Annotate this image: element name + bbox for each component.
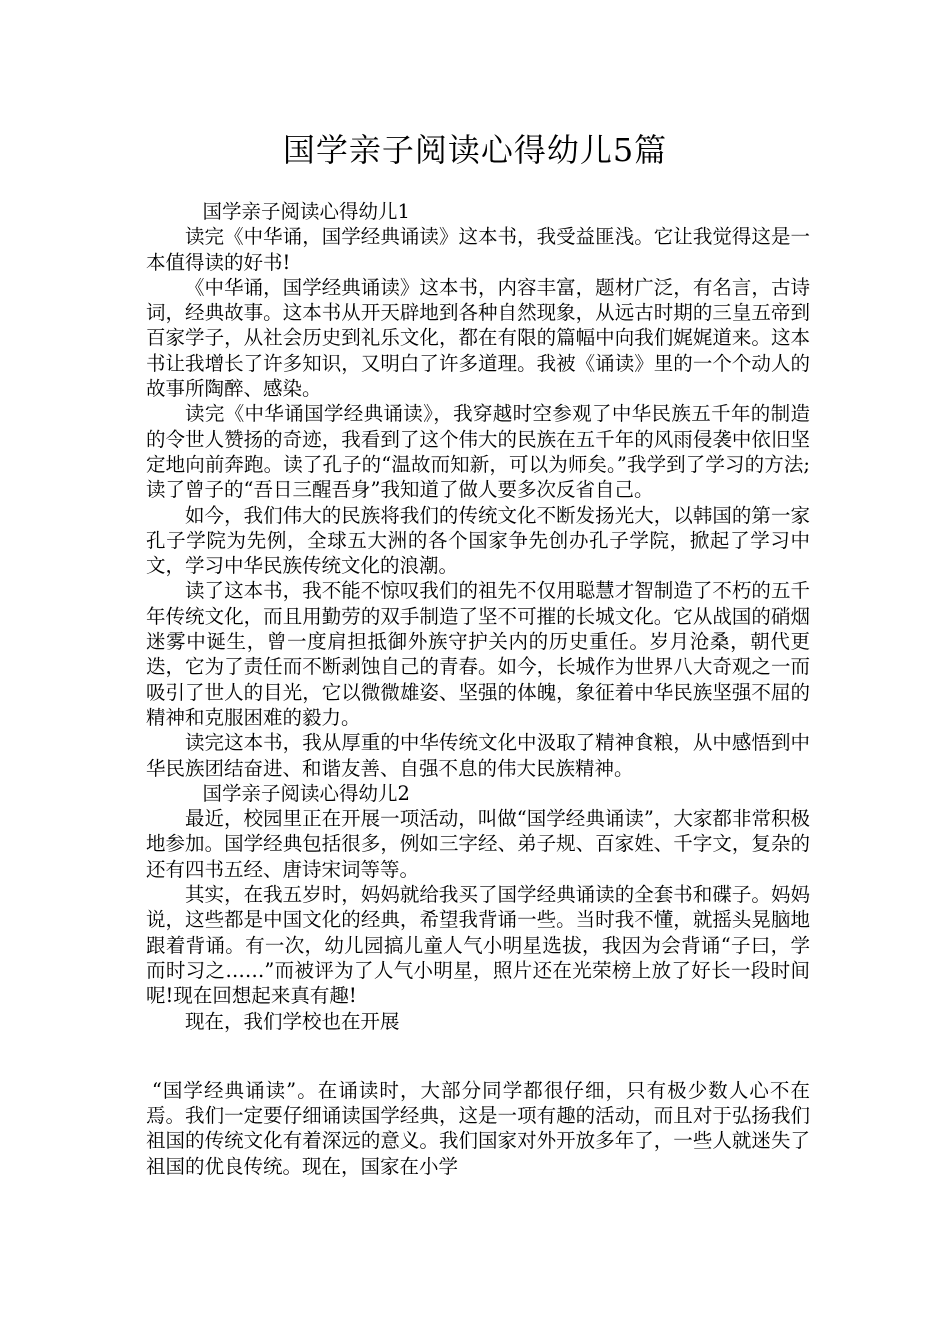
section-heading-2: 国学亲子阅读心得幼儿2 — [202, 781, 410, 805]
paragraph: 读完《中华诵国学经典诵读》，我穿越时空参观了中华民族五千年的制造的令世人赞扬的奇迹，我看到了这个伟大的民族在五千年的风雨侵袭中依旧坚定地向前奔跑。读了孔子的“温故而知新，可以为师矣。”我学到了学习的方法;读了曾子的“吾日三醒吾身”我知道了做人要多次反省自己。 — [146, 402, 810, 502]
paragraph: 读完《中华诵，国学经典诵读》这本书，我受益匪浅。它让我觉得这是一本值得读的好书! — [146, 225, 810, 274]
paragraph: 《中华诵，国学经典诵读》这本书，内容丰富，题材广泛，有名言，古诗词，经典故事。这本书从开天辟地到各种自然现象，从远古时期的三皇五帝到百家学子，从社会历史到礼乐文化，都在有限的篇幅中向我们娓娓道来。这本书让我增长了许多知识，又明白了许多道理。我被《诵读》里的一个个动人的故事所陶醉、感染。 — [146, 275, 810, 401]
paragraph: 读了这本书，我不能不惊叹我们的祖先不仅用聪慧才智制造了不朽的五千年传统文化，而且用勤劳的双手制造了坚不可摧的长城文化。它从战国的硝烟迷雾中诞生，曾一度肩担抵御外族守护关内的历史重任。岁月沧桑，朝代更迭，它为了责任而不断剥蚀自己的青春。如今，长城作为世界八大奇观之一而吸引了世人的目光，它以微微雄姿、坚强的体魄，象征着中华民族坚强不屈的精神和克服困难的毅力。 — [146, 579, 810, 729]
paragraph: 最近，校园里正在开展一项活动，叫做“国学经典诵读”，大家都非常积极地参加。国学经典包括很多，例如三字经、弟子规、百家姓、千字文，复杂的还有四书五经、唐诗宋词等等。 — [146, 807, 810, 881]
paragraph: 读完这本书，我从厚重的中华传统文化中汲取了精神食粮，从中感悟到中华民族团结奋进、和谐友善、自强不息的伟大民族精神。 — [146, 731, 810, 780]
paragraph: 如今，我们伟大的民族将我们的传统文化不断发扬光大，以韩国的第一家孔子学院为先例，全球五大洲的各个国家争先创办孔子学院，掀起了学习中文，学习中华民族传统文化的浪潮。 — [146, 503, 810, 578]
paragraph: 现在，我们学校也在开展 — [185, 1009, 400, 1033]
document-body — [146, 199, 810, 1179]
document-title: 国学亲子阅读心得幼儿5篇 — [282, 131, 668, 169]
section-heading-1: 国学亲子阅读心得幼儿1 — [202, 200, 410, 223]
paragraph: 其实，在我五岁时，妈妈就给我买了国学经典诵读的全套书和碟子。妈妈说，这些都是中国文化的经典，希望我背诵一些。当时我不懂，就摇头晃脑地跟着背诵。有一次，幼儿园搞儿童人气小明星选拔，我因为会背诵“子曰，学而时习之……”而被评为了人气小明星，照片还在光荣榜上放了好长一段时间呢!现在回想起来真有趣! — [146, 883, 810, 1008]
paragraph: “国学经典诵读”。在诵读时，大部分同学都很仔细，只有极少数人心不在焉。我们一定要仔细诵读国学经典，这是一项有趣的活动，而且对于弘扬我们祖国的传统文化有着深远的意义。我们国家对外开放多年了，一些人就迷失了祖国的优良传统。现在，国家在小学 — [146, 1078, 810, 1178]
